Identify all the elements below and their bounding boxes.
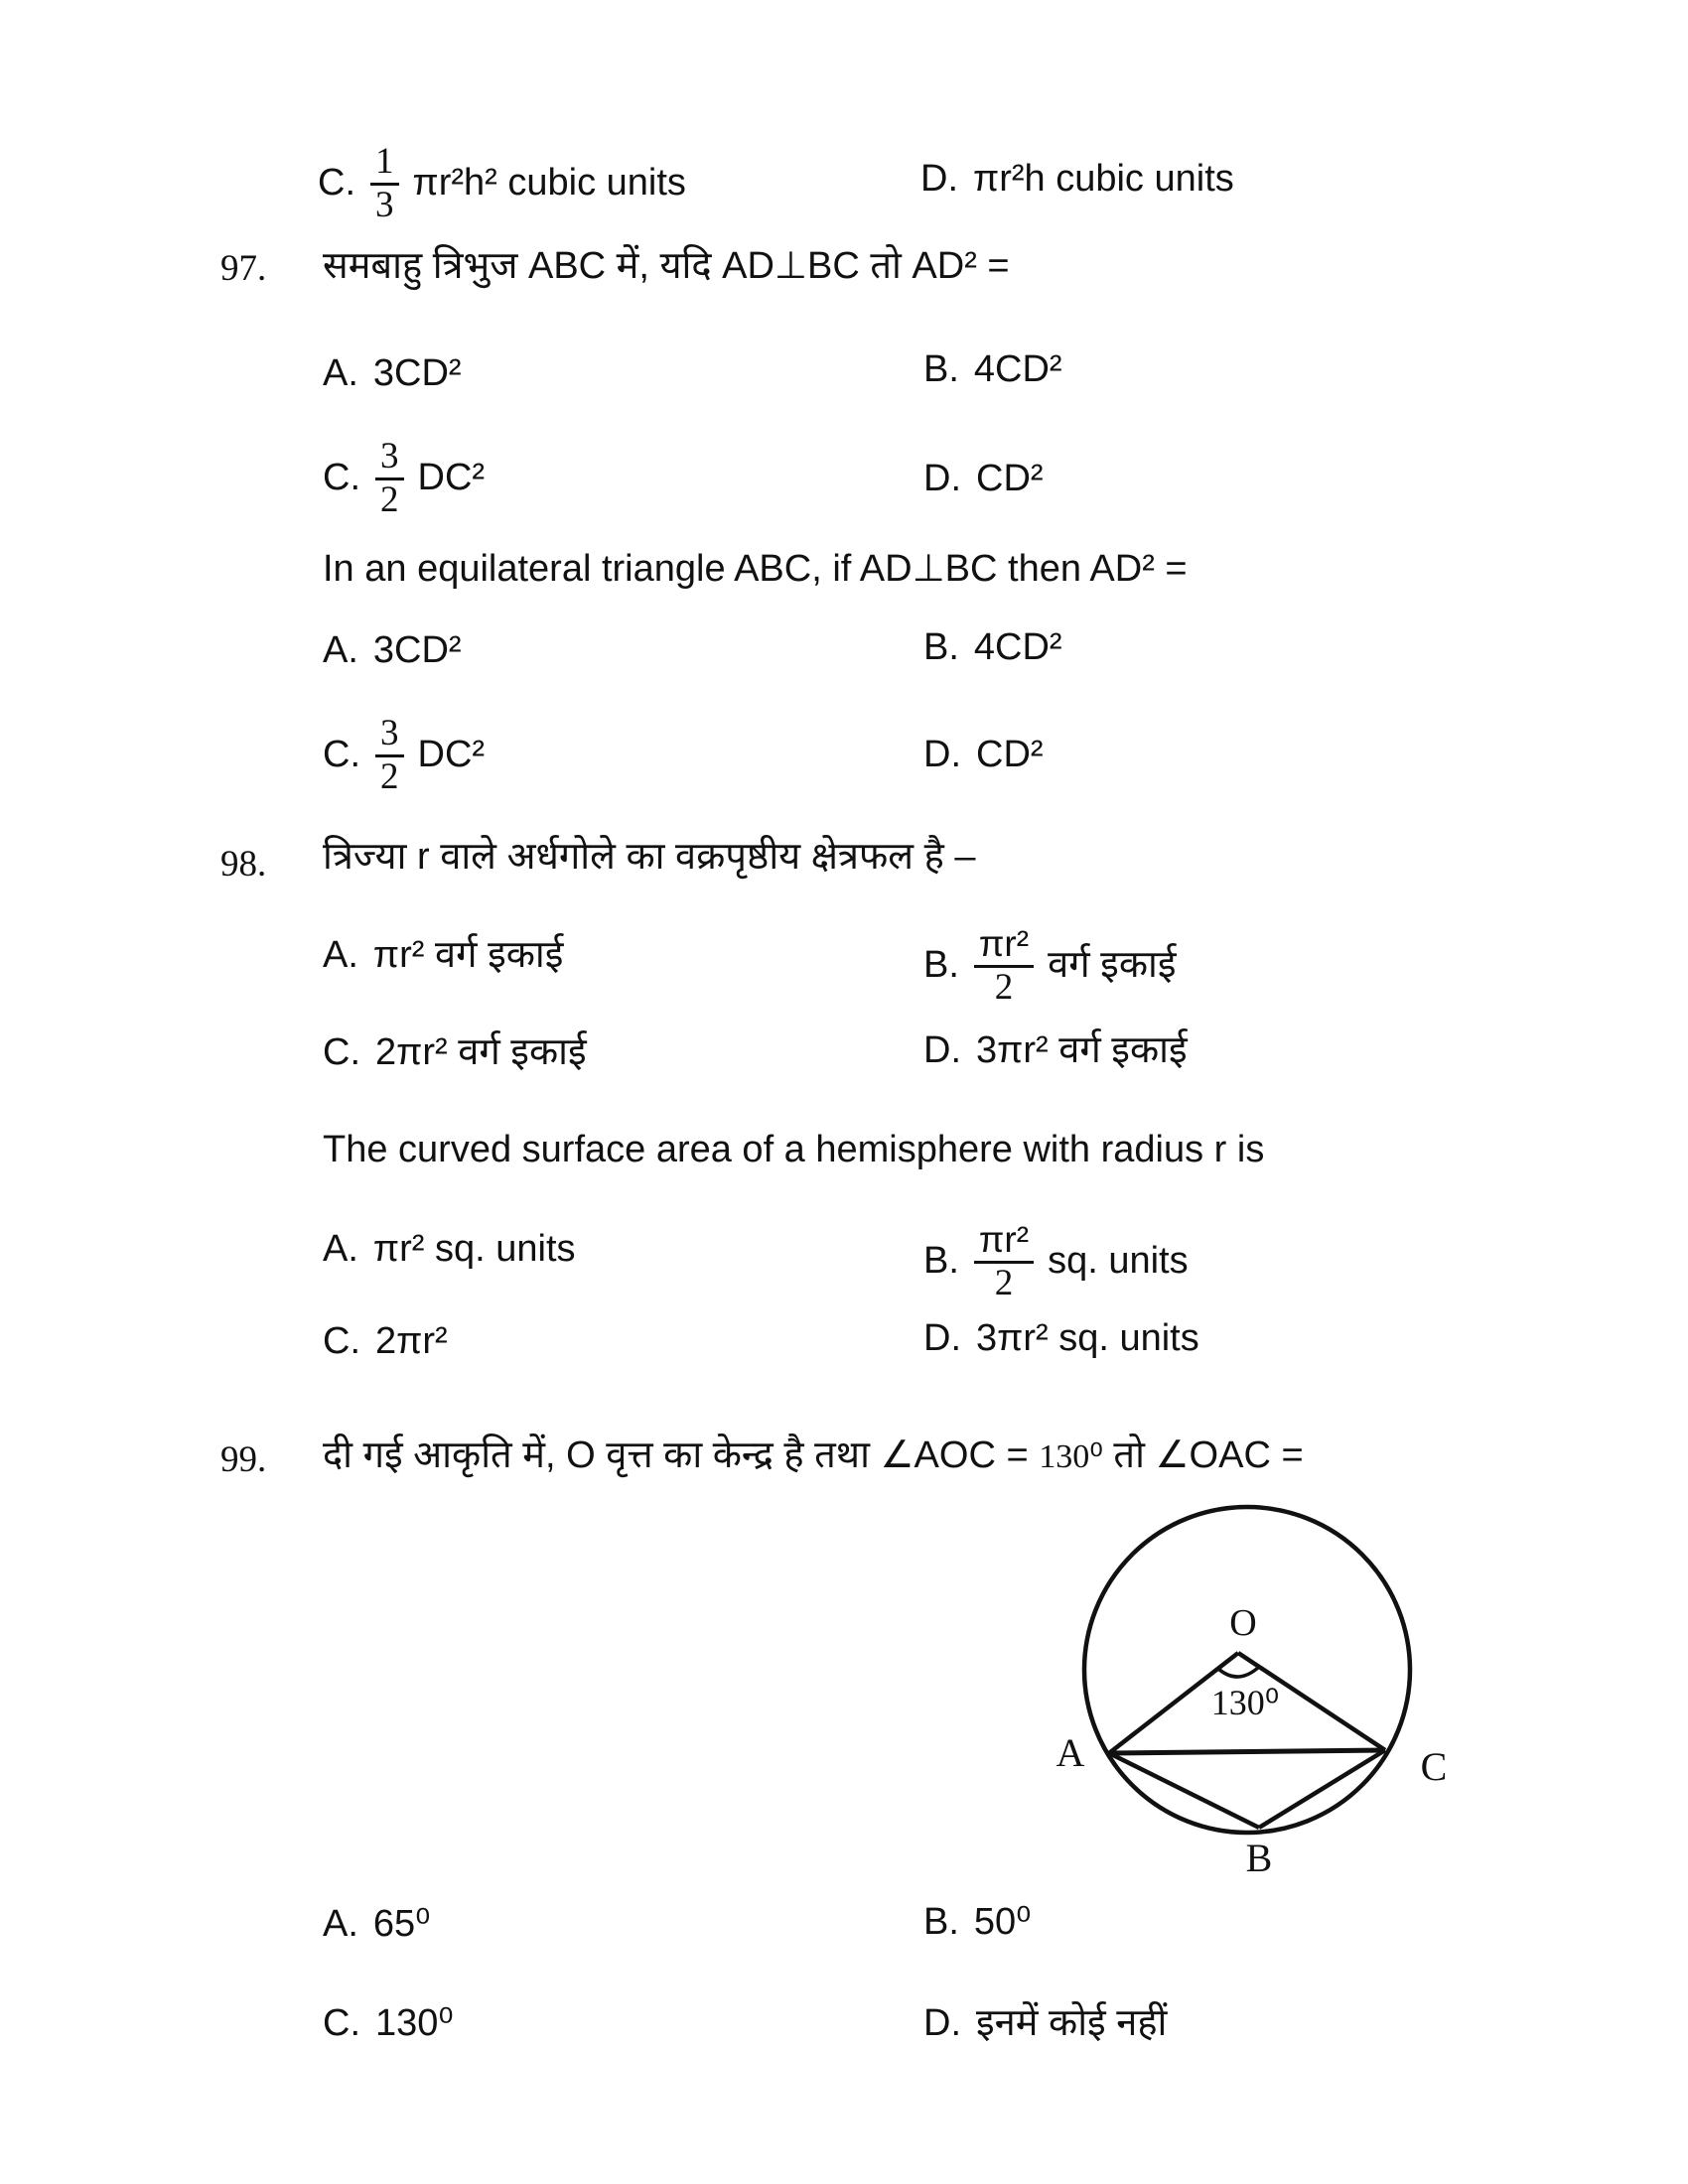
option-text: CD² (976, 458, 1044, 499)
option-text: πr²h cubic units (973, 158, 1234, 200)
q97-english-option-c (323, 711, 485, 800)
question-99-number: 99. (220, 1439, 267, 1480)
fraction-numerator: 1 (370, 143, 399, 186)
q97-hindi-option-d (923, 459, 1044, 500)
option-text: 3CD² (372, 629, 462, 671)
question-97-text-hindi: समबाहु त्रिभुज ABC में, यदि AD⊥BC तो AD² = (323, 245, 1010, 287)
option-text: 3CD² (372, 352, 462, 394)
option-text: 4CD² (973, 626, 1062, 668)
fraction (974, 1221, 1034, 1301)
line-AC (1109, 1750, 1385, 1753)
q99-option-b (923, 1902, 1031, 1944)
question-98-text-english: The curved surface area of a hemisphere with radius r is (323, 1129, 1265, 1170)
option-letter: A. (323, 1903, 358, 1945)
option-letter: B. (923, 944, 959, 987)
option-text: इनमें कोई नहीं (976, 2002, 1168, 2044)
option-text: πr²h² cubic units (412, 162, 686, 205)
angle-arc (1218, 1667, 1259, 1677)
option-letter: C. (323, 734, 360, 776)
option-letter: D. (923, 458, 961, 499)
line-AB (1109, 1753, 1259, 1828)
question-98-text-hindi: त्रिज्या r वाले अर्धगोले का वक्रपृष्ठीय क्षेत्रफल है – (323, 836, 976, 878)
fraction-denominator: 2 (380, 756, 399, 797)
option-text: 3πr² sq. units (976, 1317, 1199, 1359)
question-98-number: 98. (220, 844, 267, 885)
q98-english-option-b (923, 1196, 1189, 1327)
option-letter: A. (323, 352, 358, 394)
option-text: 4CD² (973, 348, 1062, 390)
q98-hindi-option-c (323, 1032, 587, 1074)
option-text: वर्ग इकाई (1048, 944, 1177, 987)
q98-hindi-option-a (323, 935, 563, 977)
fraction (375, 715, 404, 795)
option-letter: B. (923, 348, 959, 390)
figure-angle-label: 130⁰ (1210, 1683, 1280, 1722)
q97-hindi-option-c (323, 435, 485, 522)
option-text: 3πr² वर्ग इकाई (976, 1029, 1188, 1071)
fraction-numerator: 3 (375, 438, 404, 480)
q97-english-option-a (323, 630, 462, 672)
option-letter: A. (323, 1228, 358, 1270)
option-text: πr² sq. units (372, 1228, 576, 1270)
option-text: 50⁰ (973, 1901, 1032, 1943)
option-text: 2πr² (375, 1320, 448, 1362)
prev-option-d (920, 159, 1234, 201)
q99-option-a (323, 1904, 430, 1946)
option-letter: B. (923, 626, 959, 668)
option-text: DC² (417, 734, 486, 776)
circle-figure (1033, 1484, 1470, 1891)
q99-option-d (923, 2003, 1167, 2045)
fraction (974, 925, 1034, 1006)
option-letter: D. (923, 734, 961, 775)
figure-label-B: B (1245, 1836, 1273, 1880)
option-letter: D. (923, 2002, 961, 2044)
figure-label-A: A (1055, 1730, 1085, 1775)
option-text: sq. units (1048, 1240, 1189, 1283)
fraction-numerator: 3 (375, 715, 404, 757)
option-letter: B. (923, 1240, 959, 1283)
q97-english-option-b (923, 627, 1062, 669)
option-letter: D. (923, 1029, 961, 1071)
question-99-text-post: तो ∠OAC = (1102, 1434, 1304, 1476)
fraction (375, 438, 404, 518)
option-letter: B. (923, 1901, 959, 1943)
q98-english-option-a (323, 1229, 576, 1271)
fraction-denominator: 3 (375, 185, 394, 225)
fraction-denominator: 2 (380, 479, 399, 520)
option-letter: C. (323, 1320, 360, 1362)
question-99-angle-value: 130⁰ (1039, 1438, 1103, 1475)
circle-outline (1084, 1507, 1410, 1833)
q98-english-option-c (323, 1321, 448, 1363)
option-letter: D. (923, 1317, 961, 1359)
option-letter: C. (323, 1031, 360, 1073)
option-text: 65⁰ (372, 1903, 431, 1945)
q97-english-option-d (923, 735, 1044, 776)
prev-option-c (318, 141, 686, 226)
option-letter: C. (323, 457, 360, 499)
question-99-text (323, 1433, 1304, 1480)
option-text: 2πr² वर्ग इकाई (375, 1031, 587, 1073)
fraction-denominator: 2 (994, 967, 1014, 1008)
q98-english-option-d (923, 1318, 1199, 1360)
q97-hindi-option-a (323, 353, 462, 395)
fraction-numerator: πr² (974, 1221, 1034, 1264)
option-letter: A. (323, 629, 358, 671)
fraction-denominator: 2 (994, 1263, 1014, 1303)
option-letter: D. (920, 158, 958, 200)
option-text: πr² वर्ग इकाई (372, 934, 564, 976)
question-97-number: 97. (220, 248, 267, 289)
option-text: 130⁰ (375, 2002, 454, 2044)
figure-label-O: O (1229, 1602, 1257, 1644)
question-99-text-pre: दी गई आकृति में, O वृत्त का केन्द्र है तथा ∠AOC = (323, 1434, 1040, 1476)
fraction (370, 143, 399, 223)
option-text: CD² (976, 734, 1044, 775)
figure-label-C: C (1420, 1744, 1448, 1789)
option-text: DC² (417, 457, 486, 499)
q98-hindi-option-b (923, 901, 1177, 1030)
option-letter: A. (323, 934, 358, 976)
option-letter: C. (323, 2002, 360, 2044)
q99-option-c (323, 2003, 454, 2045)
fraction-numerator: πr² (974, 925, 1034, 968)
q97-hindi-option-b (923, 349, 1062, 391)
option-letter: C. (318, 162, 355, 205)
q98-hindi-option-d (923, 1030, 1188, 1072)
question-97-text-english: In an equilateral triangle ABC, if AD⊥BC then AD² = (323, 548, 1188, 590)
